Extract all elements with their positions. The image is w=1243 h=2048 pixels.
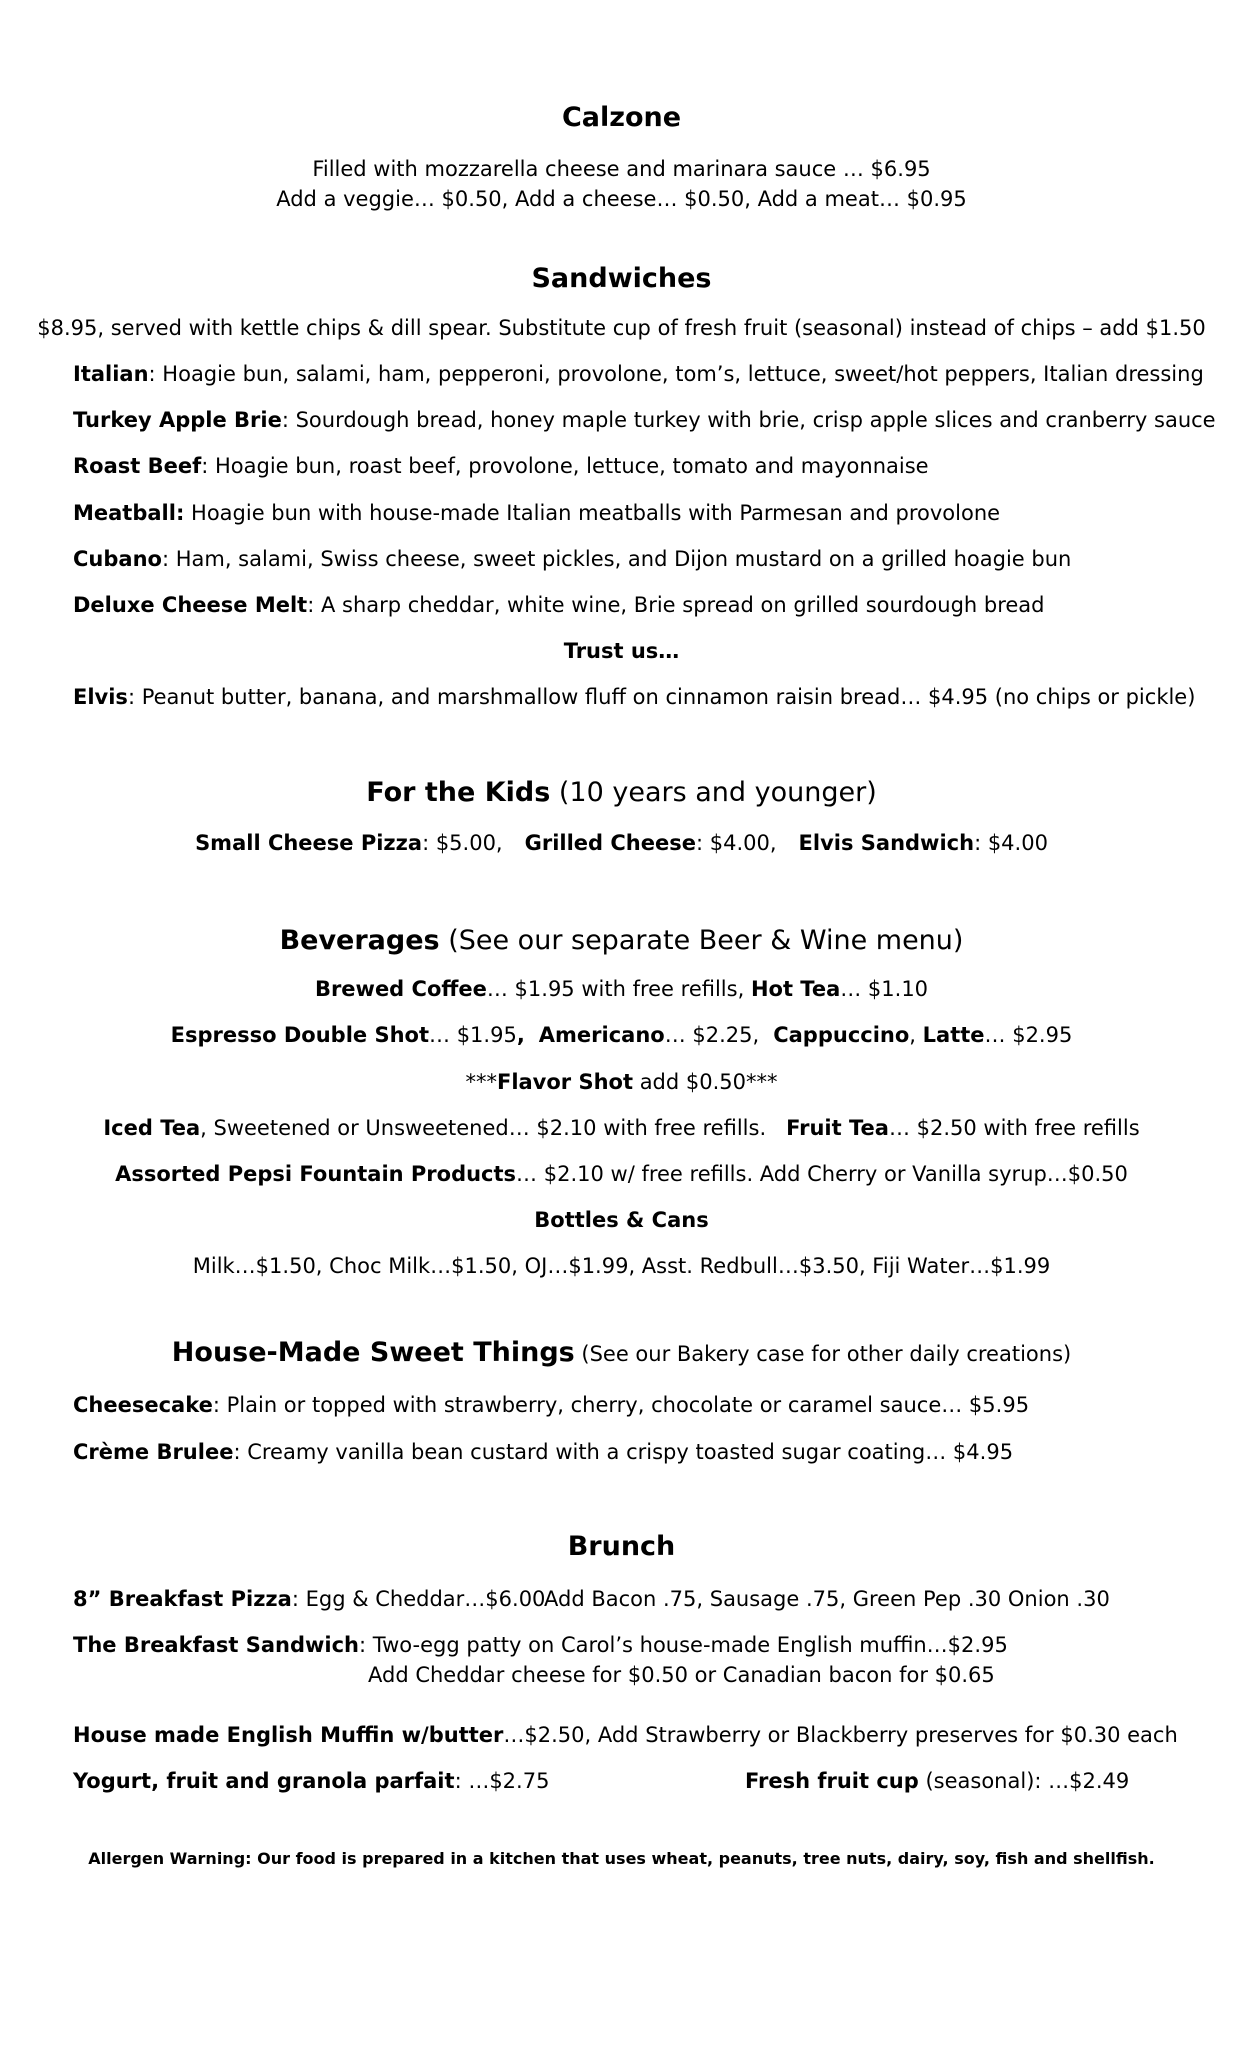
item-sep: :	[161, 547, 170, 571]
item-desc: Peanut butter, banana, and marshmallow fluff on cinnamon raisin bread… $4.95 (no chips or pickle)	[135, 685, 1196, 709]
item-name: Crème Brulee	[73, 1440, 234, 1464]
beverages-title: Beverages	[279, 925, 440, 956]
breakfast-pizza-item: 8” Breakfast Pizza: Egg & Cheddar…$6.00	[73, 1587, 546, 1611]
item-desc: A sharp cheddar, white wine, Brie spread on grilled sourdough bread	[314, 593, 1045, 617]
item-desc: Sourdough bread, honey maple turkey with brie, crisp apple slices and cranberry sauce	[288, 408, 1216, 432]
beverage-pepsi-line: Assorted Pepsi Fountain Products… $2.10 w/ free refills. Add Cherry or Vanilla syrup…$0.50	[115, 1162, 1128, 1186]
menu-item	[73, 1439, 1013, 1465]
item-name: Elvis	[73, 685, 128, 709]
item-desc: Plain or topped with strawberry, cherry, chocolate or caramel sauce… $5.95	[219, 1393, 1030, 1417]
elvis-item	[73, 684, 1195, 710]
sandwiches-intro: $8.95, served with kettle chips & dill spear. Substitute cup of fresh fruit (seasonal) instead of chips – add $1.50	[37, 316, 1206, 340]
item-desc: Ham, salami, Swiss cheese, sweet pickles, and Dijon mustard on a grilled hoagie bun	[169, 547, 1072, 571]
item-desc: Hoagie bun, salami, ham, pepperoni, provolone, tom’s, lettuce, sweet/hot peppers, Italian dressing	[155, 362, 1204, 386]
kids-subtitle: (10 years and younger)	[550, 777, 877, 808]
allergen-warning: Allergen Warning: Our food is prepared in a kitchen that uses wheat, peanuts, tree nuts, dairy, soy, fish and shellfish.	[88, 1849, 1155, 1868]
calzone-line-1: Filled with mozzarella cheese and marinara sauce … $6.95	[312, 157, 931, 181]
fruit-cup-item: Fresh fruit cup (seasonal): …$2.49	[745, 1769, 1130, 1793]
beverage-coffee-line: Brewed Coffee… $1.95 with free refills, Hot Tea… $1.10	[314, 977, 929, 1001]
beverage-tea-line: Iced Tea, Sweetened or Unsweetened… $2.10 with free refills. Fruit Tea… $2.50 with free refills	[103, 1116, 1140, 1140]
item-sep: :	[233, 1440, 241, 1464]
sweets-heading	[0, 1336, 1243, 1371]
kids-title: For the Kids	[366, 777, 551, 808]
item-desc: Creamy vanilla bean custard with a crispy toasted sugar coating… $4.95	[240, 1440, 1014, 1464]
item-name: Meatball:	[73, 501, 185, 525]
menu-item	[73, 1392, 1029, 1418]
parfait-item: Yogurt, fruit and granola parfait: …$2.75	[73, 1769, 550, 1793]
kids-items: Small Cheese Pizza: $5.00, Grilled Cheese: $4.00, Elvis Sandwich: $4.00	[195, 831, 1048, 855]
calzone-line-2: Add a veggie… $0.50, Add a cheese… $0.50, Add a meat… $0.95	[276, 187, 967, 211]
menu-item	[73, 592, 1045, 618]
item-sep: :	[201, 454, 209, 478]
menu-item	[73, 546, 1071, 572]
beverages-subtitle: (See our separate Beer & Wine menu)	[439, 925, 964, 956]
trust-us-note: Trust us…	[563, 639, 680, 663]
item-sep: :	[281, 408, 289, 432]
bottles-line: Milk…$1.50, Choc Milk…$1.50, OJ…$1.99, Asst. Redbull…$3.50, Fiji Water…$1.99	[192, 1254, 1051, 1278]
item-name: Cheesecake	[73, 1393, 213, 1417]
item-desc: Hoagie bun with house-made Italian meatballs with Parmesan and provolone	[184, 501, 1001, 525]
item-name: Cubano	[73, 547, 162, 571]
item-name: Italian	[73, 362, 149, 386]
bottles-title: Bottles & Cans	[534, 1208, 709, 1232]
item-desc: Hoagie bun, roast beef, provolone, lettuce, tomato and mayonnaise	[208, 454, 929, 478]
breakfast-sandwich-addon: Add Cheddar cheese for $0.50 or Canadian bacon for $0.65	[368, 1663, 995, 1687]
breakfast-sandwich-item: The Breakfast Sandwich: Two-egg patty on Carol’s house-made English muffin…$2.95	[73, 1633, 1008, 1657]
menu-item	[73, 361, 1204, 387]
menu-item	[73, 407, 1216, 433]
item-sep: :	[148, 362, 156, 386]
kids-heading	[0, 776, 1243, 810]
sweets-title: House-Made Sweet Things	[171, 1337, 575, 1368]
item-sep: :	[307, 593, 315, 617]
sweets-subtitle: (See our Bakery case for other daily creations)	[574, 1342, 1072, 1366]
brunch-title: Brunch	[567, 1531, 676, 1562]
english-muffin-item: House made English Muffin w/butter…$2.50, Add Strawberry or Blackberry preserves for $0.30 each	[73, 1723, 1178, 1747]
menu-item	[73, 500, 1000, 526]
item-sep: :	[212, 1393, 220, 1417]
calzone-title: Calzone	[561, 102, 682, 133]
item-name: Turkey Apple Brie	[73, 408, 282, 432]
breakfast-pizza-addons: Add Bacon .75, Sausage .75, Green Pep .30 Onion .30	[544, 1587, 1110, 1611]
sandwiches-title: Sandwiches	[531, 263, 712, 294]
item-sep: :	[127, 685, 136, 709]
menu-item	[73, 453, 929, 479]
item-name: Roast Beef	[73, 454, 202, 478]
beverage-flavor-line: ***Flavor Shot add $0.50***	[465, 1070, 778, 1094]
beverage-espresso-line: Espresso Double Shot… $1.95, Americano… $2.25, Cappuccino, Latte… $2.95	[170, 1023, 1073, 1047]
beverages-heading	[0, 924, 1243, 958]
item-name: Deluxe Cheese Melt	[73, 593, 308, 617]
